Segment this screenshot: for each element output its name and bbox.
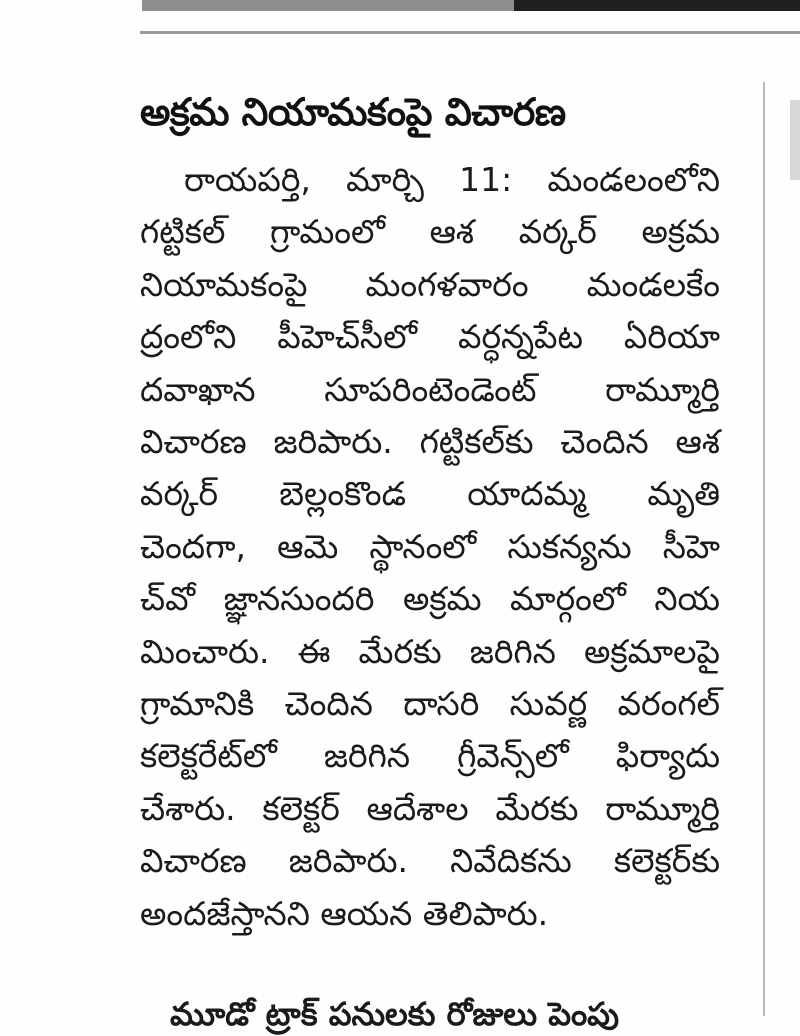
article-line: గ్రామానికి చెందిన దాసరి సువర్ణ వరంగల్ (140, 684, 720, 724)
next-article-headline: మూడో ట్రాక్ పనులకు రోజులు పెంపు (170, 995, 620, 1033)
top-divider (140, 31, 800, 34)
article-line: అందజేస్తానని ఆయన తెలిపారు. (140, 893, 549, 933)
article-line: ద్రంలోని పీహెచ్‌సీలో వర్ధన్నపేట ఏరియా (140, 317, 720, 357)
article-line: వర్కర్ బెల్లంకొండ యాదమ్మ మృతి (140, 474, 720, 514)
news-article (140, 78, 720, 940)
article-line: చ్‌వో జ్ఞానసుందరి అక్రమ మార్గంలో నియ (140, 579, 720, 619)
article-line: దవాఖాన సూపరింటెండెంట్ రామ్మూర్తి (140, 369, 720, 409)
article-line: విచారణ జరిపారు. నివేదికను కలెక్టర్‌కు (140, 841, 720, 881)
article-line: గట్టికల్ గ్రామంలో ఆశ వర్కర్ అక్రమ (140, 212, 720, 252)
article-line: విచారణ జరిపారు. గట్టికల్‌కు చెందిన ఆశ (140, 422, 720, 462)
adjacent-column-edge (790, 100, 800, 180)
article-body (140, 154, 720, 940)
article-line: కలెక్టరేట్‌లో జరిగిన గ్రీవెన్స్‌లో ఫిర్యాదు (140, 736, 720, 776)
header-bar-dark (514, 0, 800, 11)
column-divider (763, 82, 765, 1016)
header-bar-light (142, 0, 514, 11)
article-line: నియామకంపై మంగళవారం మండలకేం (140, 264, 720, 304)
article-line: చెందగా, ఆమె స్థానంలో సుకన్యను సీహె (140, 526, 720, 566)
article-line: రాయపర్తి, మార్చి 11: మండలంలోని (184, 160, 720, 199)
article-line: చేశారు. కలెక్టర్ ఆదేశాల మేరకు రామ్మూర్తి (140, 788, 720, 828)
article-headline: అక్రమ నియామకంపై విచారణ (140, 90, 566, 134)
article-line: మించారు. ఈ మేరకు జరిగిన అక్రమాలపై (140, 631, 720, 671)
